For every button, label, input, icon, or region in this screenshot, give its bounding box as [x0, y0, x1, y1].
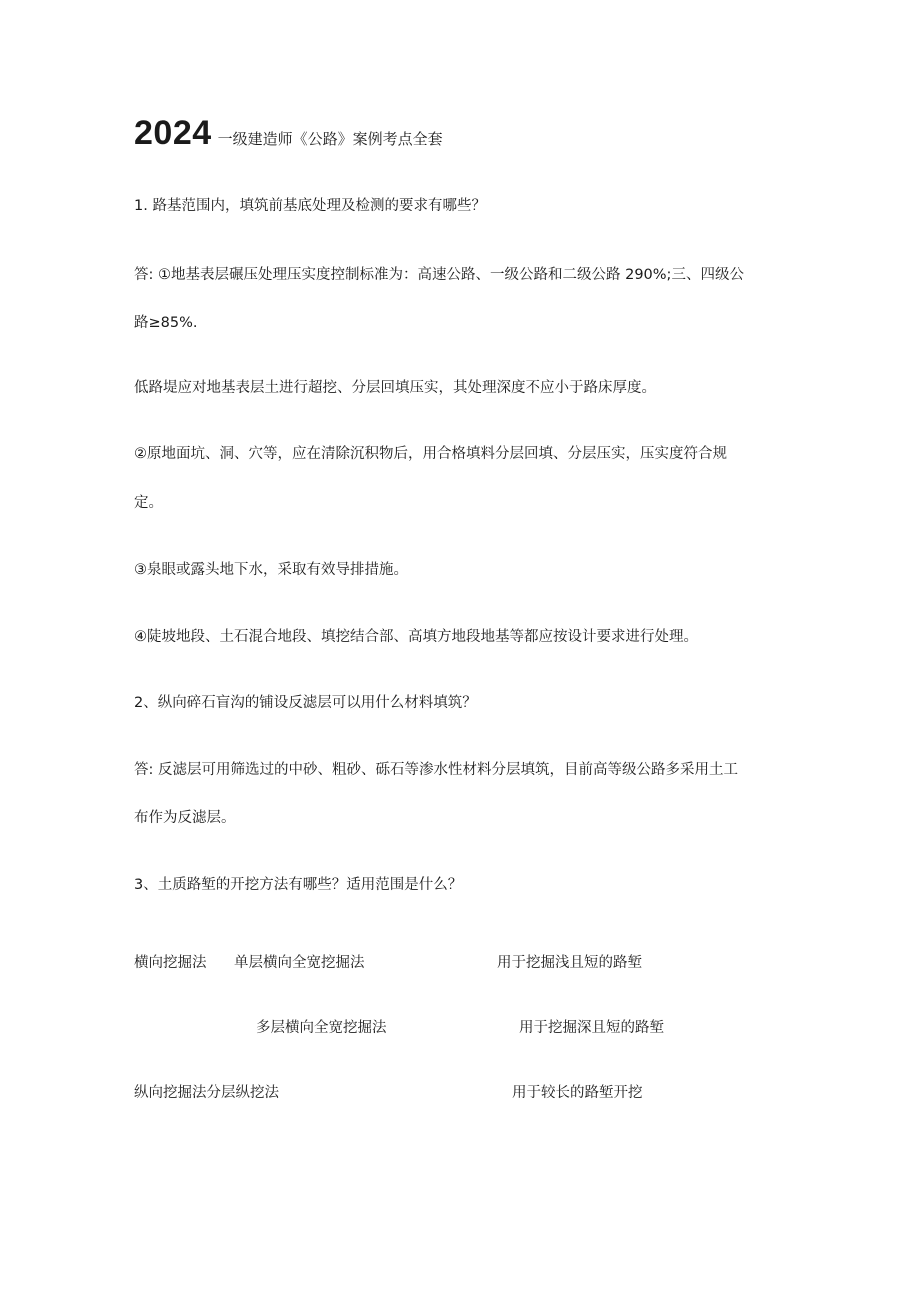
- table-row3-usage: 用于较长的路堑开挖: [512, 1085, 643, 1101]
- answer-2-line-1: 答: 反滤层可用筛选过的中砂、粗砂、砾石等渗水性材料分层填筑，目前高等级公路多采用土工: [134, 762, 738, 778]
- answer-1-line-2: 路≥85%.: [134, 315, 198, 331]
- answer-1-item-3: ③泉眼或露头地下水，采取有效导排措施。: [134, 562, 408, 578]
- table-row1-usage: 用于挖掘浅且短的路堑: [497, 955, 642, 971]
- question-1: 1. 路基范围内，填筑前基底处理及检测的要求有哪些？: [134, 198, 486, 214]
- document-title: [134, 114, 443, 153]
- title-year: 2024: [134, 114, 212, 152]
- table-row2-sub-method: 多层横向全宽挖掘法: [256, 1020, 387, 1036]
- table-row2-usage: 用于挖掘深且短的路堑: [519, 1020, 664, 1036]
- answer-1-line-1: 答: ①地基表层碾压处理压实度控制标准为：高速公路、一级公路和二级公路 290%;三、四级公: [134, 267, 744, 283]
- table-row1-method: 横向挖掘法: [134, 955, 207, 971]
- question-2: 2、纵向碎石盲沟的铺设反滤层可以用什么材料填筑？: [134, 695, 477, 711]
- answer-2-line-2: 布作为反滤层。: [134, 810, 236, 826]
- table-row3-method: 纵向挖掘法分层纵挖法: [134, 1085, 279, 1101]
- question-3: 3、土质路堑的开挖方法有哪些？适用范围是什么？: [134, 877, 463, 893]
- table-row1-sub-method: 单层横向全宽挖掘法: [234, 955, 365, 971]
- answer-1-item-2-line-1: ②原地面坑、洞、穴等，应在清除沉积物后，用合格填料分层回填、分层压实，压实度符合规: [134, 446, 727, 462]
- title-text: 一级建造师《公路》案例考点全套: [217, 130, 443, 148]
- answer-1-item-4: ④陡坡地段、土石混合地段、填挖结合部、高填方地段地基等都应按设计要求进行处理。: [134, 629, 698, 645]
- answer-1-paragraph-2: 低路堤应对地基表层土进行超挖、分层回填压实，其处理深度不应小于路床厚度。: [134, 380, 656, 396]
- answer-1-item-2-line-2: 定。: [134, 495, 163, 511]
